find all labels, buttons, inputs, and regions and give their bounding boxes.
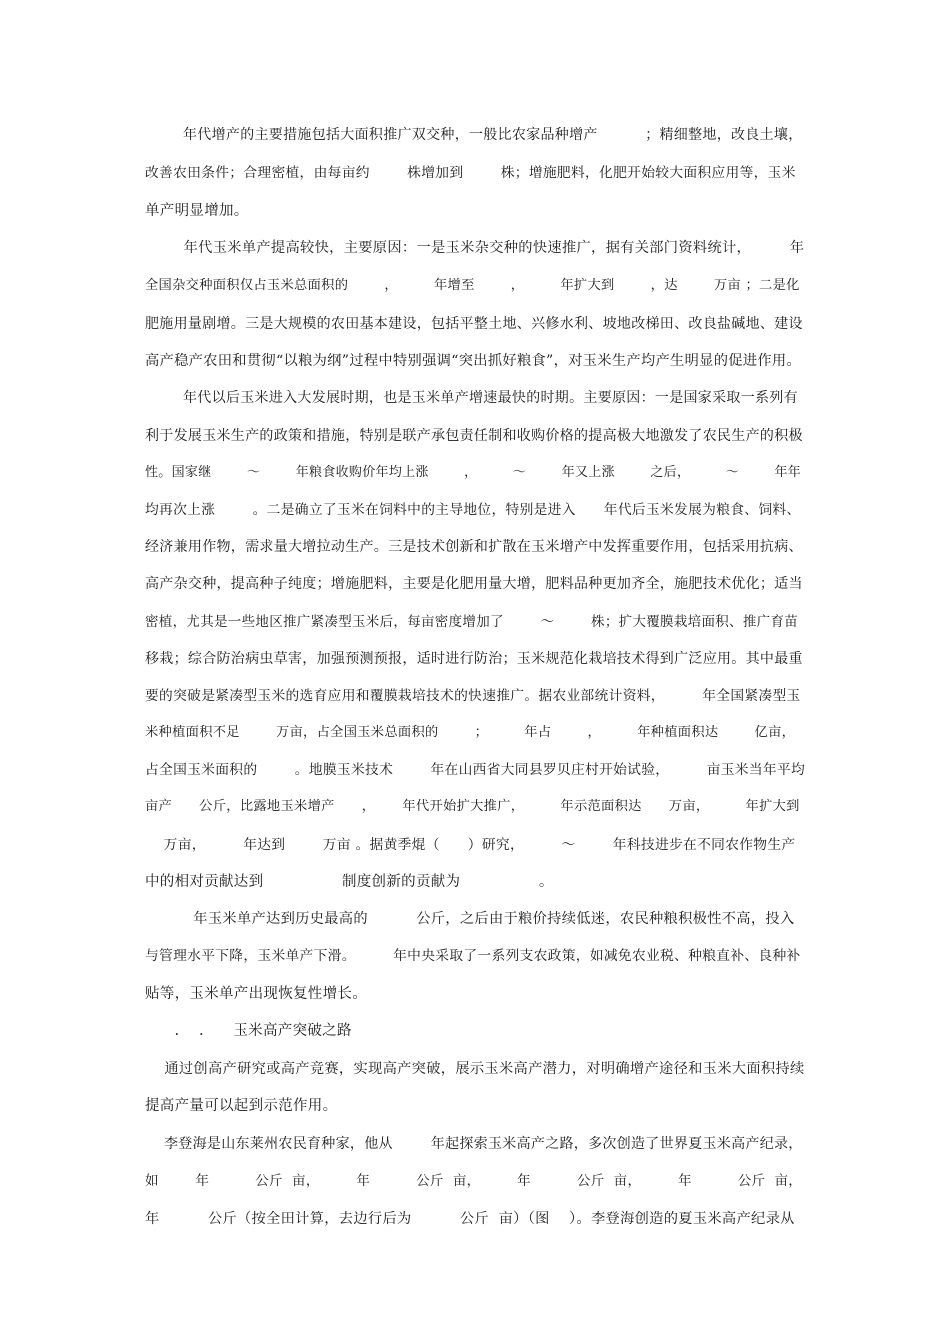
text-line: 年代增产的主要措施包括大面积推广双交种，一般比农家品种增产 ；精细整地，改良土壤， [145,127,803,143]
text-line: 年 公斤（按全田计算，去边行后为 公斤 亩）（图 ）。李登海创造的夏玉米高产纪录从 [145,1211,795,1227]
text-line: 要的突破是紧凑型玉米的选育应用和覆膜栽培技术的快速推广。据农业部统计资料， 年全国紧凑型玉 [145,688,801,704]
text-line: 万亩， 年达到 万亩 。据黄季焜（ ）研究， ～ 年科技进步在不同农作物生产 [145,837,796,853]
text-line: 全国杂交种面积仅占玉米总面积的 ， 年增至 ， 年扩大到 ，达 万亩 ；二是化 [145,278,800,293]
text-line: 中的相对贡献达到 制度创新的贡献为 。 [145,874,554,890]
text-line: 占全国玉米面积的 。地膜玉米技术 年在山西省大同县罗贝庄村开始试验， 亩玉米当年平均 [145,762,806,778]
section-heading: . . 玉米高产突破之路 [145,1023,352,1039]
text-line: 通过创高产研究或高产竞赛，实现高产突破，展示玉米高产潜力，对明确增产途径和玉米大面积持续 [145,1061,805,1077]
text-line: 贴等，玉米单产出现恢复性增长。 [145,986,367,1002]
text-line: 利于发展玉米生产的政策和措施，特别是联产承包责任制和收购价格的提高极大地激发了农民生产的积极 [145,428,803,444]
text-line: 李登海是山东莱州农民育种家，他从 年起探索玉米高产之路，多次创造了世界夏玉米高产纪录， [145,1136,803,1152]
text-line: 年代以后玉米进入大发展时期，也是玉米单产增速最快的时期。主要原因：一是国家采取一系列有 [145,390,798,406]
text-line: 肥施用量剧增。三是大规模的农田基本建设，包括平整土地、兴修水利、坡地改梯田、改良盐碱地、建设 [145,316,803,332]
text-line: 米种植面积不足 万亩，占全国玉米总面积的 ； 年占 ， 年种植面积达 亿亩， [145,725,796,740]
text-line: 提高产量可以起到示范作用。 [145,1098,338,1114]
text-line: 年玉米单产达到历史最高的 公斤，之后由于粮价持续低迷，农民种粮积极性不高，投入 [145,911,795,927]
text-line: 性。国家继 ～ 年粮食收购价年均上涨 ， ～ 年又上涨 之后， ～ 年年 [145,465,802,480]
text-line: 亩产 公斤，比露地玉米增产 ， 年代开始扩大推广， 年示范面积达 万亩， 年扩大到 [145,799,800,814]
text-line: 密植，尤其是一些地区推广紧凑型玉米后，每亩密度增加了 ～ 株；扩大覆膜栽培面积、推广育苗 [145,614,799,630]
text-line: 高产杂交种，提高种子纯度；增施肥料，主要是化肥用量大增，肥料品种更加齐全，施肥技术优化；适当 [145,576,803,592]
text-line: 与管理水平下降，玉米单产下滑。 年中央采取了一系列支农政策，如减免农业税、种粮直补、良种补 [145,948,801,964]
text-line: 高产稳产农田和贯彻“以粮为纲”过程中特别强调“突出抓好粮食”，对玉米生产均产生明显的促进作用。 [145,353,801,369]
text-line: 单产明显增加。 [145,203,249,219]
text-line: 如 年 公斤 亩， 年 公斤 亩， 年 公斤 亩， 年 公斤 亩， [145,1173,803,1189]
text-line: 改善农田条件；合理密植，由每亩约 株增加到 株；增施肥料，化肥开始较大面积应用等，玉米 [145,165,796,181]
text-line: 均再次上涨 。二是确立了玉米在饲料中的主导地位，特别是进入 年代后玉米发展为粮食、饲料、 [145,502,801,518]
text-line: 年代玉米单产提高较快，主要原因：一是玉米杂交种的快速推广，据有关部门资料统计， 年 [145,240,805,256]
text-line: 移栽；综合防治病虫草害，加强预测预报，适时进行防治；玉米规范化栽培技术得到广泛应用。其中最重 [145,651,803,667]
text-line: 经济兼用作物，需求量大增拉动生产。三是技术创新和扩散在玉米增产中发挥重要作用，包括采用抗病、 [145,539,803,555]
